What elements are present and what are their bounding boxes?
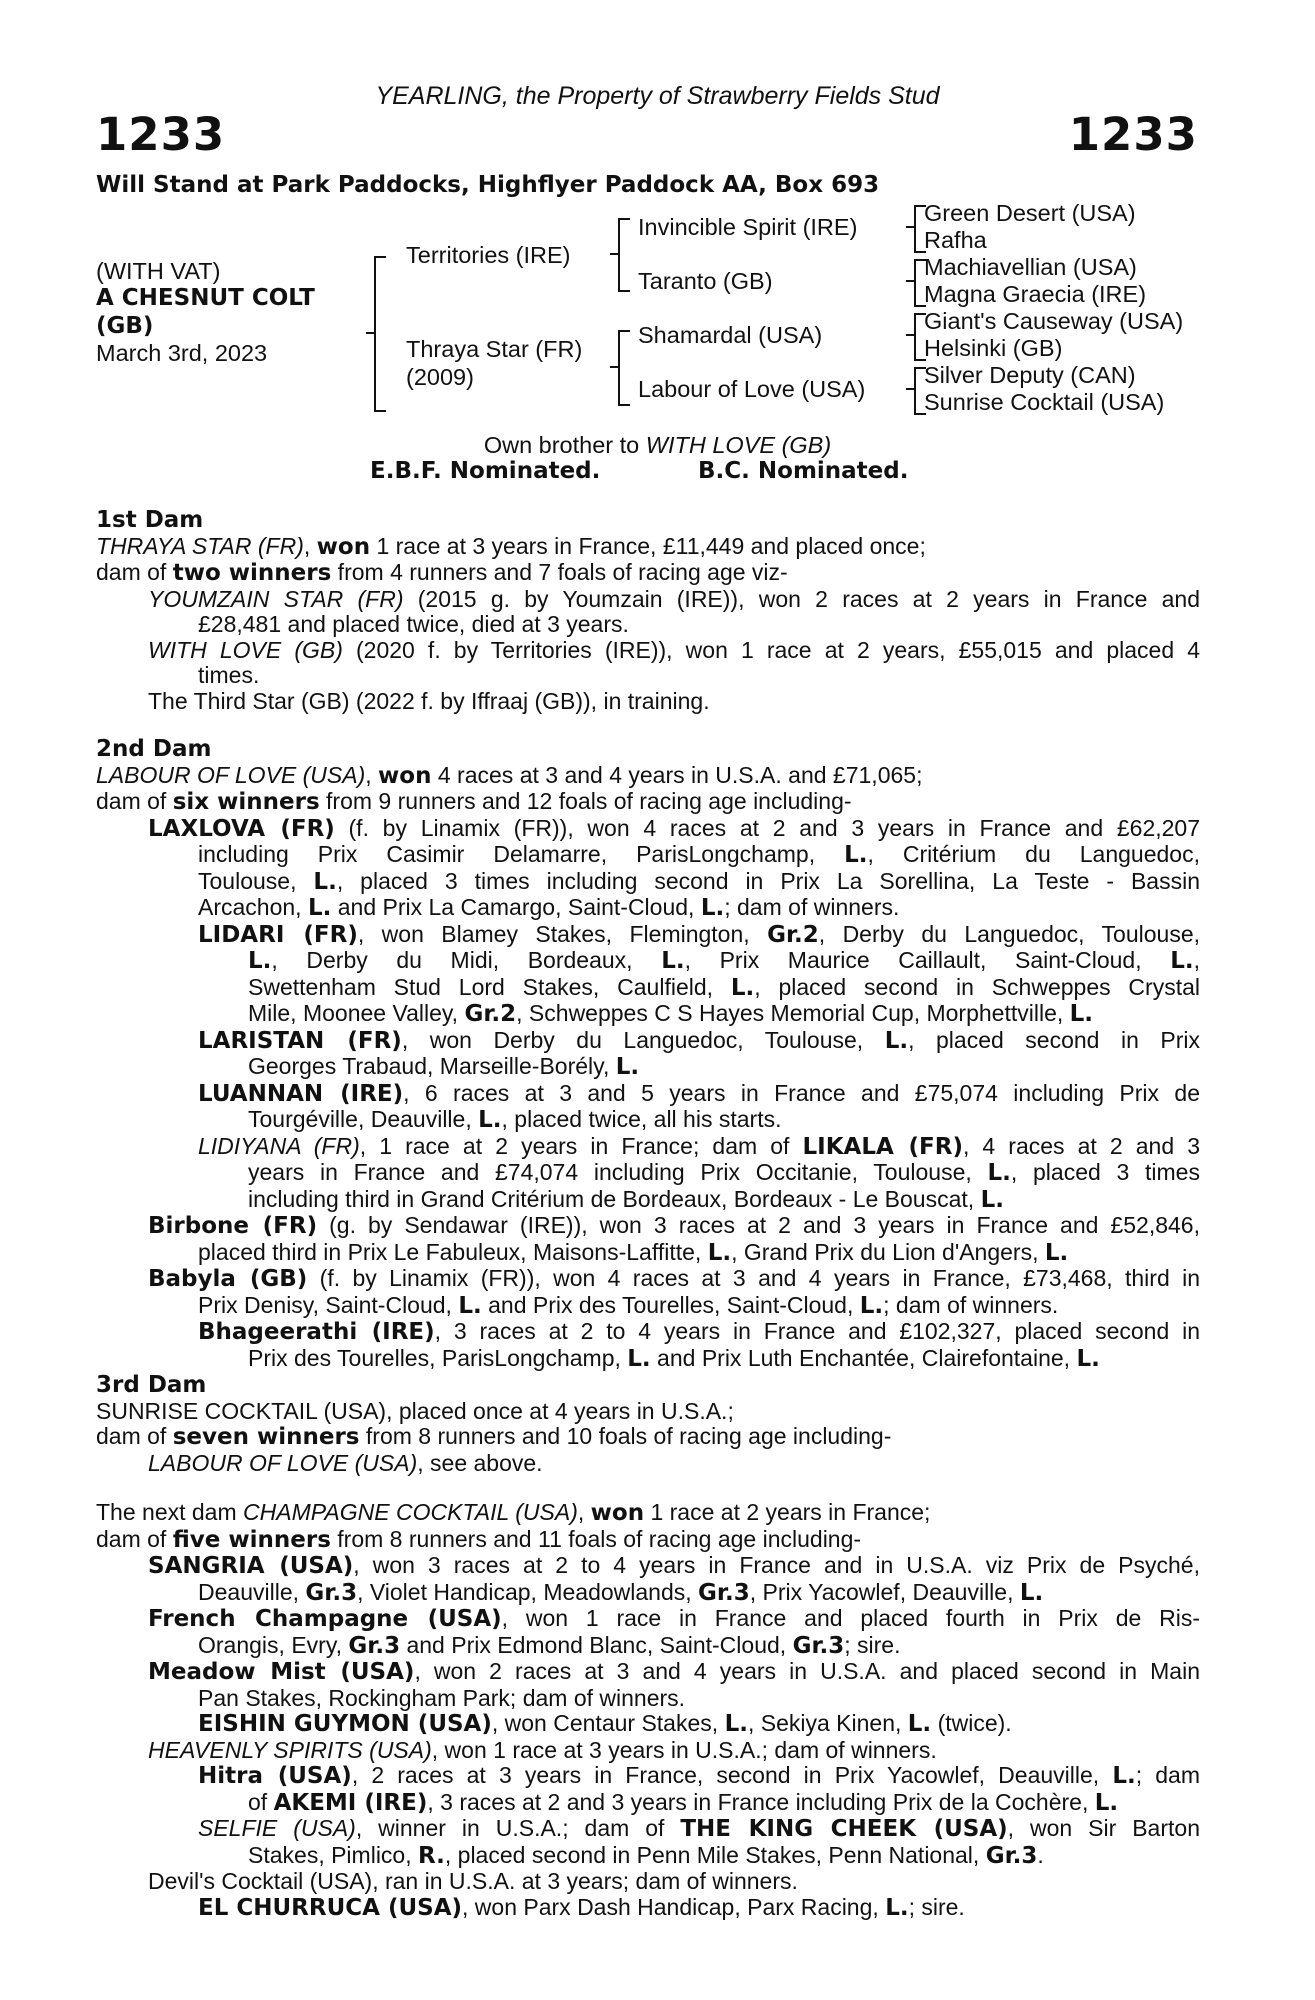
italic-text: YOUMZAIN STAR (FR) <box>148 585 404 612</box>
bold-text: Gr.3 <box>305 1579 358 1606</box>
text-run: Toulouse, <box>198 867 314 894</box>
text-run: dam of <box>96 788 173 814</box>
sire-dam: Taranto (GB) <box>638 268 773 294</box>
pedigree-text-line <box>96 948 1200 975</box>
grandparent-4: Magna Graecia (IRE) <box>924 281 1147 307</box>
text-run: , winner in U.S.A.; dam of <box>355 1815 681 1841</box>
pedigree-text-line <box>96 689 1200 715</box>
text-run: of <box>248 1788 274 1815</box>
text-run: Prix des Tourelles, ParisLongchamp, <box>248 1344 628 1371</box>
pedigree-text-line <box>96 816 1200 843</box>
pedigree-text-line <box>96 1686 1200 1712</box>
text-run: , won Centaur Stakes, <box>491 1710 725 1736</box>
pedigree-text-line <box>96 1266 1200 1293</box>
text-run: and Prix Luth Enchantée, Clairefontaine, <box>650 1344 1077 1371</box>
sire: Territories (IRE) <box>406 242 571 268</box>
dam-year: (2009) <box>406 364 474 390</box>
bold-text: L. <box>724 1711 748 1737</box>
pedigree-brace-dam <box>618 330 630 406</box>
bold-text: L. <box>1044 1239 1069 1266</box>
text-run: , won Derby du Languedoc, Toulouse, <box>401 1026 885 1053</box>
bold-text: AKEMI (IRE) <box>273 1789 428 1816</box>
bold-text: Hitra (USA) <box>198 1763 352 1789</box>
italic-text: WITH LOVE (GB) <box>148 636 343 663</box>
own-brother-name: WITH LOVE (GB) <box>645 432 832 458</box>
bold-text: Gr.3 <box>698 1579 750 1606</box>
text-run: dam of <box>96 559 173 585</box>
text-run: including third in Grand Critérium de Bordeaux, Bordeaux - Le Bouscat, <box>248 1185 981 1212</box>
bold-text: L. <box>627 1345 651 1372</box>
text-run: , won 1 race in France and placed fourth in Prix de Ris- <box>501 1605 1200 1631</box>
bold-text: six winners <box>172 789 320 815</box>
text-run: (f. by Linamix (FR)), won 4 races at 2 and 3 years in France and £62,207 <box>334 814 1201 841</box>
pedigree-text-line <box>96 1001 1200 1028</box>
pedigree-text-line <box>96 1711 1200 1738</box>
bold-text: LARISTAN (FR) <box>198 1027 402 1054</box>
text-run: dam of <box>96 1525 173 1552</box>
text-run: , placed 3 times <box>1010 1159 1200 1185</box>
italic-text: LABOUR OF LOVE (USA) <box>96 761 366 788</box>
pedigree-brace-g3-point <box>906 334 914 336</box>
text-run: , <box>365 761 379 788</box>
bold-text: THE KING CHEEK (USA) <box>680 1816 1008 1842</box>
pedigree-brace-dam-point <box>610 366 618 368</box>
text-run: , won 1 race at 3 years in U.S.A.; dam of winners. <box>431 1736 937 1763</box>
next-dam-section <box>96 1500 1200 1921</box>
text-run: , placed second in Prix <box>908 1026 1201 1053</box>
pedigree-text-line <box>96 1659 1200 1686</box>
text-run: Deauville, <box>198 1578 306 1605</box>
bold-text: L. <box>1112 1763 1136 1789</box>
text-run: , won Blamey Stakes, Flemington, <box>357 920 768 947</box>
pedigree-text-line <box>96 1633 1200 1660</box>
text-run: The Third Star (GB) (2022 f. by Iffraaj (GB)), in training. <box>148 687 710 714</box>
pedigree-text-line <box>96 1451 1200 1477</box>
bold-text: seven winners <box>172 1424 360 1450</box>
pedigree-text-line <box>96 1763 1200 1790</box>
own-brother-note <box>0 432 1315 459</box>
text-run: (twice). <box>931 1710 1012 1736</box>
stand-location: Will Stand at Park Paddocks, Highflyer Paddock AA, Box 693 <box>96 172 880 198</box>
bold-text: L. <box>661 948 685 974</box>
text-run: 1 race at 2 years in France; <box>644 1499 931 1525</box>
lot-name-line2: (GB) <box>96 313 154 339</box>
text-run: (2020 f. by Territories (IRE)), won 1 race at 2 years, £55,015 and placed 4 <box>342 636 1201 663</box>
text-run: including Prix Casimir Delamarre, ParisLongchamp, <box>198 841 845 867</box>
bold-text: L. <box>859 1292 884 1319</box>
text-run: , <box>303 532 317 559</box>
pedigree-text-line <box>96 789 1200 816</box>
text-run: , Prix Maurice Caillault, Saint-Cloud, <box>684 947 1171 973</box>
text-run: , 4 races at 2 and 3 <box>962 1132 1201 1159</box>
bold-text: five winners <box>172 1526 331 1553</box>
pedigree-text-line <box>96 1240 1200 1267</box>
bold-text: Bhageerathi (IRE) <box>198 1319 435 1345</box>
grandparent-5: Giant's Causeway (USA) <box>924 308 1184 334</box>
bold-text: won <box>590 1500 645 1526</box>
text-run: , Derby du Languedoc, Toulouse, <box>818 920 1201 947</box>
bold-text: L. <box>987 1160 1011 1186</box>
pedigree-text-line <box>96 1527 1200 1554</box>
bold-text: LAXLOVA (FR) <box>148 815 335 842</box>
bold-text: Meadow Mist (USA) <box>148 1659 415 1685</box>
pedigree-brace-g1-point <box>906 226 914 228</box>
pedigree-text-line <box>96 1028 1200 1055</box>
bold-text: LIDARI (FR) <box>198 921 358 948</box>
grandparent-6: Helsinki (GB) <box>924 335 1063 361</box>
text-run: ; dam of winners. <box>883 1291 1059 1318</box>
text-run: , 2 races at 3 years in France, second in Prix Yacowlef, Deauville, <box>351 1762 1113 1788</box>
bold-text: Gr.2 <box>767 921 819 948</box>
pedigree-brace-main-point <box>366 332 374 334</box>
bold-text: Birbone (FR) <box>148 1213 318 1239</box>
italic-text: LIDIYANA (FR) <box>198 1132 360 1159</box>
text-run: , Critérium du Languedoc, <box>867 841 1200 867</box>
text-run: Pan Stakes, Rockingham Park; dam of winners. <box>198 1684 686 1711</box>
text-run: from 4 runners and 7 foals of racing age viz- <box>331 559 788 585</box>
pedigree-text-line <box>96 1187 1200 1214</box>
text-run: , 3 races at 2 to 4 years in France and £102,327, placed second in <box>434 1318 1200 1344</box>
second-dam-body <box>96 763 1200 1373</box>
pedigree-text-line <box>96 922 1200 949</box>
pedigree-text-line <box>96 1293 1200 1320</box>
text-run: placed third in Prix Le Fabuleux, Maisons-Laffitte, <box>198 1238 708 1265</box>
pedigree-text-line <box>96 638 1200 664</box>
text-run: ; sire. <box>908 1893 965 1920</box>
bold-text: EISHIN GUYMON (USA) <box>198 1711 492 1737</box>
bold-text: L. <box>458 1292 482 1319</box>
pedigree-text-line <box>96 663 1200 689</box>
dam: Thraya Star (FR) <box>406 336 583 362</box>
pedigree-text-line <box>96 587 1200 613</box>
text-run: £28,481 and placed twice, died at 3 years. <box>198 611 629 637</box>
bold-text: L. <box>1069 1001 1094 1027</box>
text-run: 1 race at 3 years in France, £11,449 and placed once; <box>370 532 926 559</box>
pedigree-text-line <box>96 612 1200 638</box>
bold-text: L. <box>307 895 332 921</box>
bold-text: Gr.2 <box>464 1001 517 1027</box>
bold-text: L. <box>980 1186 1004 1213</box>
text-run: Orangis, Evry, <box>198 1631 349 1658</box>
ebf-nomination: E.B.F. Nominated. <box>370 458 601 484</box>
text-run: , Sekiya Kinen, <box>747 1710 908 1736</box>
catalogue-header-title: YEARLING, the Property of Strawberry Fields Stud <box>375 82 940 110</box>
bold-text: Gr.3 <box>792 1632 845 1659</box>
pedigree-text-line <box>96 1081 1200 1108</box>
pedigree-text-line <box>96 1319 1200 1346</box>
bold-text: Gr.3 <box>348 1632 401 1659</box>
text-run: , placed twice, all his starts. <box>501 1106 782 1132</box>
bold-text: L. <box>884 1027 909 1054</box>
text-run: times. <box>198 662 260 688</box>
pedigree-text-line <box>96 1399 1200 1425</box>
text-run: dam of <box>96 1423 173 1449</box>
pedigree-text-line <box>96 763 1200 790</box>
bold-text: L. <box>1076 1345 1100 1372</box>
text-run: Devil's Cocktail (USA), ran in U.S.A. at 3 years; dam of winners. <box>148 1868 798 1894</box>
pedigree-brace-sire-point <box>610 253 618 255</box>
text-run: , won 2 races at 3 and 4 years in U.S.A. and placed second in Main <box>414 1658 1200 1684</box>
bold-text: L. <box>248 948 272 974</box>
grandparent-3: Machiavellian (USA) <box>924 254 1137 280</box>
lot-number-right: 1233 <box>1068 108 1198 161</box>
pedigree-text-line <box>96 1895 1200 1922</box>
pedigree-text-line <box>96 1738 1200 1764</box>
lot-name-line1: A CHESNUT COLT <box>96 285 315 311</box>
pedigree-text-line <box>96 1606 1200 1633</box>
text-run: Tourgéville, Deauville, <box>248 1106 479 1132</box>
text-run: ; dam <box>1135 1762 1200 1788</box>
text-run: years in France and £74,074 including Prix Occitanie, Toulouse, <box>248 1159 988 1185</box>
pedigree-text-line <box>96 975 1200 1002</box>
pedigree-text-line <box>96 1580 1200 1607</box>
text-run: (2015 g. by Youmzain (IRE)), won 2 races at 2 years in France and <box>403 585 1200 612</box>
bold-text: L. <box>1019 1579 1044 1606</box>
text-run: Stakes, Pimlico, <box>248 1841 418 1868</box>
text-run: , 1 race at 2 years in France; dam of <box>359 1132 803 1159</box>
text-run: from 8 runners and 11 foals of racing age including- <box>330 1525 862 1552</box>
bold-text: L. <box>707 1239 732 1266</box>
text-run: , won 3 races at 2 to 4 years in France and in U.S.A. viz Prix de Psyché, <box>353 1552 1200 1578</box>
bc-nomination: B.C. Nominated. <box>698 458 909 484</box>
italic-text: SELFIE (USA) <box>198 1815 356 1841</box>
bold-text: SANGRIA (USA) <box>148 1553 354 1579</box>
text-run: Mile, Moonee Valley, <box>248 1000 465 1026</box>
dam-sire: Shamardal (USA) <box>638 322 823 348</box>
text-run: , Grand Prix du Lion d'Angers, <box>731 1238 1045 1265</box>
text-run: , Prix Yacowlef, Deauville, <box>749 1578 1020 1605</box>
bold-text: L. <box>885 1894 909 1921</box>
text-run: ; sire. <box>844 1631 901 1658</box>
text-run: , placed 3 times including second in Prix La Sorellina, La Teste - Bassin <box>336 867 1200 894</box>
text-run: (f. by Linamix (FR)), won 4 races at 3 and 4 years in France, £73,468, third in <box>307 1265 1200 1291</box>
pedigree-text-line <box>96 1213 1200 1240</box>
italic-text: THRAYA STAR (FR) <box>96 532 304 559</box>
text-run: SUNRISE COCKTAIL (USA), placed once at 4 years in U.S.A.; <box>96 1397 734 1424</box>
dam-dam: Labour of Love (USA) <box>638 376 866 402</box>
bold-text: LIKALA (FR) <box>802 1133 963 1160</box>
text-run: and Prix Edmond Blanc, Saint-Cloud, <box>400 1631 793 1658</box>
text-run: Arcachon, <box>198 894 308 920</box>
pedigree-text-line <box>96 1054 1200 1081</box>
bold-text: L. <box>730 974 755 1001</box>
text-run: from 9 runners and 12 foals of racing age including- <box>319 788 852 814</box>
text-run: Swettenham Stud Lord Stakes, Caulfield, <box>248 973 731 1000</box>
text-run: ; dam of winners. <box>724 894 900 920</box>
text-run: The next dam <box>96 1499 244 1525</box>
lot-name <box>96 284 315 340</box>
third-dam-body <box>96 1399 1200 1477</box>
text-run: and Prix La Camargo, Saint-Cloud, <box>331 894 701 920</box>
grandparent-8: Sunrise Cocktail (USA) <box>924 389 1165 415</box>
text-run: Prix Denisy, Saint-Cloud, <box>198 1291 459 1318</box>
bold-text: Gr.3 <box>985 1842 1038 1869</box>
third-dam-section <box>96 1373 1200 1476</box>
bold-text: L. <box>907 1711 932 1737</box>
text-run: from 8 runners and 10 foals of racing age including- <box>359 1423 892 1449</box>
bold-text: L. <box>700 895 725 921</box>
grandparent-7: Silver Deputy (CAN) <box>924 362 1136 388</box>
text-run: (g. by Sendawar (IRE)), won 3 races at 2 and 3 years in France and £52,846, <box>317 1212 1200 1238</box>
bold-text: L. <box>478 1107 502 1133</box>
text-run: , won Sir Barton <box>1007 1815 1200 1841</box>
pedigree-text-line <box>96 560 1200 587</box>
text-run: , placed second in Penn Mile Stakes, Penn National, <box>444 1841 986 1868</box>
pedigree-text-line <box>96 534 1200 561</box>
bold-text: EL CHURRUCA (USA) <box>198 1894 463 1921</box>
bold-text: French Champagne (USA) <box>148 1606 502 1632</box>
pedigree-text-line <box>96 1424 1200 1451</box>
text-run: . <box>1037 1841 1044 1868</box>
pedigree-text-line <box>96 895 1200 922</box>
text-run: , <box>1193 947 1201 973</box>
bold-text: L. <box>1094 1789 1119 1816</box>
bold-text: won <box>378 762 432 789</box>
pedigree-brace-sire <box>618 218 630 292</box>
bold-text: won <box>316 533 371 560</box>
first-dam-section <box>96 508 1200 714</box>
grandparent-1: Green Desert (USA) <box>924 200 1136 226</box>
pedigree-brace-g2-point <box>906 280 914 282</box>
text-run: , 6 races at 3 and 5 years in France and £75,074 including Prix de <box>403 1079 1200 1106</box>
italic-text: CHAMPAGNE COCKTAIL (USA) <box>243 1499 578 1525</box>
bold-text: L. <box>615 1054 640 1080</box>
text-run: , won Parx Dash Handicap, Parx Racing, <box>462 1893 886 1920</box>
pedigree-text-line <box>96 1869 1200 1895</box>
pedigree-text-line <box>96 1134 1200 1161</box>
text-run: , Schweppes C S Hayes Memorial Cup, Morphettville, <box>516 1000 1070 1026</box>
pedigree-text-line <box>96 1843 1200 1870</box>
foaling-date: March 3rd, 2023 <box>96 340 268 366</box>
bold-text: R. <box>418 1842 445 1869</box>
pedigree-text-line <box>96 869 1200 896</box>
second-dam-section <box>96 737 1200 1372</box>
text-run: , Violet Handicap, Meadowlands, <box>357 1578 699 1605</box>
text-run: , 3 races at 2 and 3 years in France including Prix de la Cochère, <box>427 1788 1095 1815</box>
text-run: , placed second in Schweppes Crystal <box>754 973 1200 1000</box>
second-dam-heading: 2nd Dam <box>96 736 212 762</box>
bold-text: L. <box>1170 948 1194 974</box>
text-run: , see above. <box>417 1449 543 1476</box>
bold-text: LUANNAN (IRE) <box>198 1080 404 1107</box>
text-run: and Prix des Tourelles, Saint-Cloud, <box>481 1291 860 1318</box>
pedigree-text-line <box>96 1790 1200 1817</box>
lot-number-left: 1233 <box>96 108 226 161</box>
own-brother-prefix: Own brother to <box>483 432 646 458</box>
italic-text: HEAVENLY SPIRITS (USA) <box>148 1736 432 1763</box>
bold-text: L. <box>313 868 337 895</box>
text-run: 4 races at 3 and 4 years in U.S.A. and £71,065; <box>431 761 923 788</box>
bold-text: L. <box>844 842 868 868</box>
pedigree-text-line <box>96 1816 1200 1843</box>
pedigree-text-line <box>96 1107 1200 1134</box>
text-run: Georges Trabaud, Marseille-Borély, <box>248 1053 616 1079</box>
first-dam-body <box>96 534 1200 715</box>
third-dam-heading: 3rd Dam <box>96 1372 207 1398</box>
text-run: , Derby du Midi, Bordeaux, <box>271 947 662 973</box>
pedigree-text-line <box>96 1160 1200 1187</box>
sire-sire: Invincible Spirit (IRE) <box>638 214 858 240</box>
bold-text: two winners <box>172 560 332 586</box>
next-dam-body <box>96 1500 1200 1921</box>
text-run: , <box>577 1499 591 1525</box>
pedigree-text-line <box>96 1500 1200 1527</box>
vat-note: (WITH VAT) <box>96 258 221 284</box>
pedigree-brace-main <box>374 256 386 412</box>
italic-text: LABOUR OF LOVE (USA) <box>148 1449 418 1476</box>
grandparent-2: Rafha <box>924 227 987 253</box>
bold-text: Babyla (GB) <box>148 1266 308 1292</box>
pedigree-text-line <box>96 1346 1200 1373</box>
pedigree-text-line <box>96 842 1200 869</box>
pedigree-text-line <box>96 1553 1200 1580</box>
pedigree-brace-g4-point <box>906 388 914 390</box>
first-dam-heading: 1st Dam <box>96 507 204 533</box>
